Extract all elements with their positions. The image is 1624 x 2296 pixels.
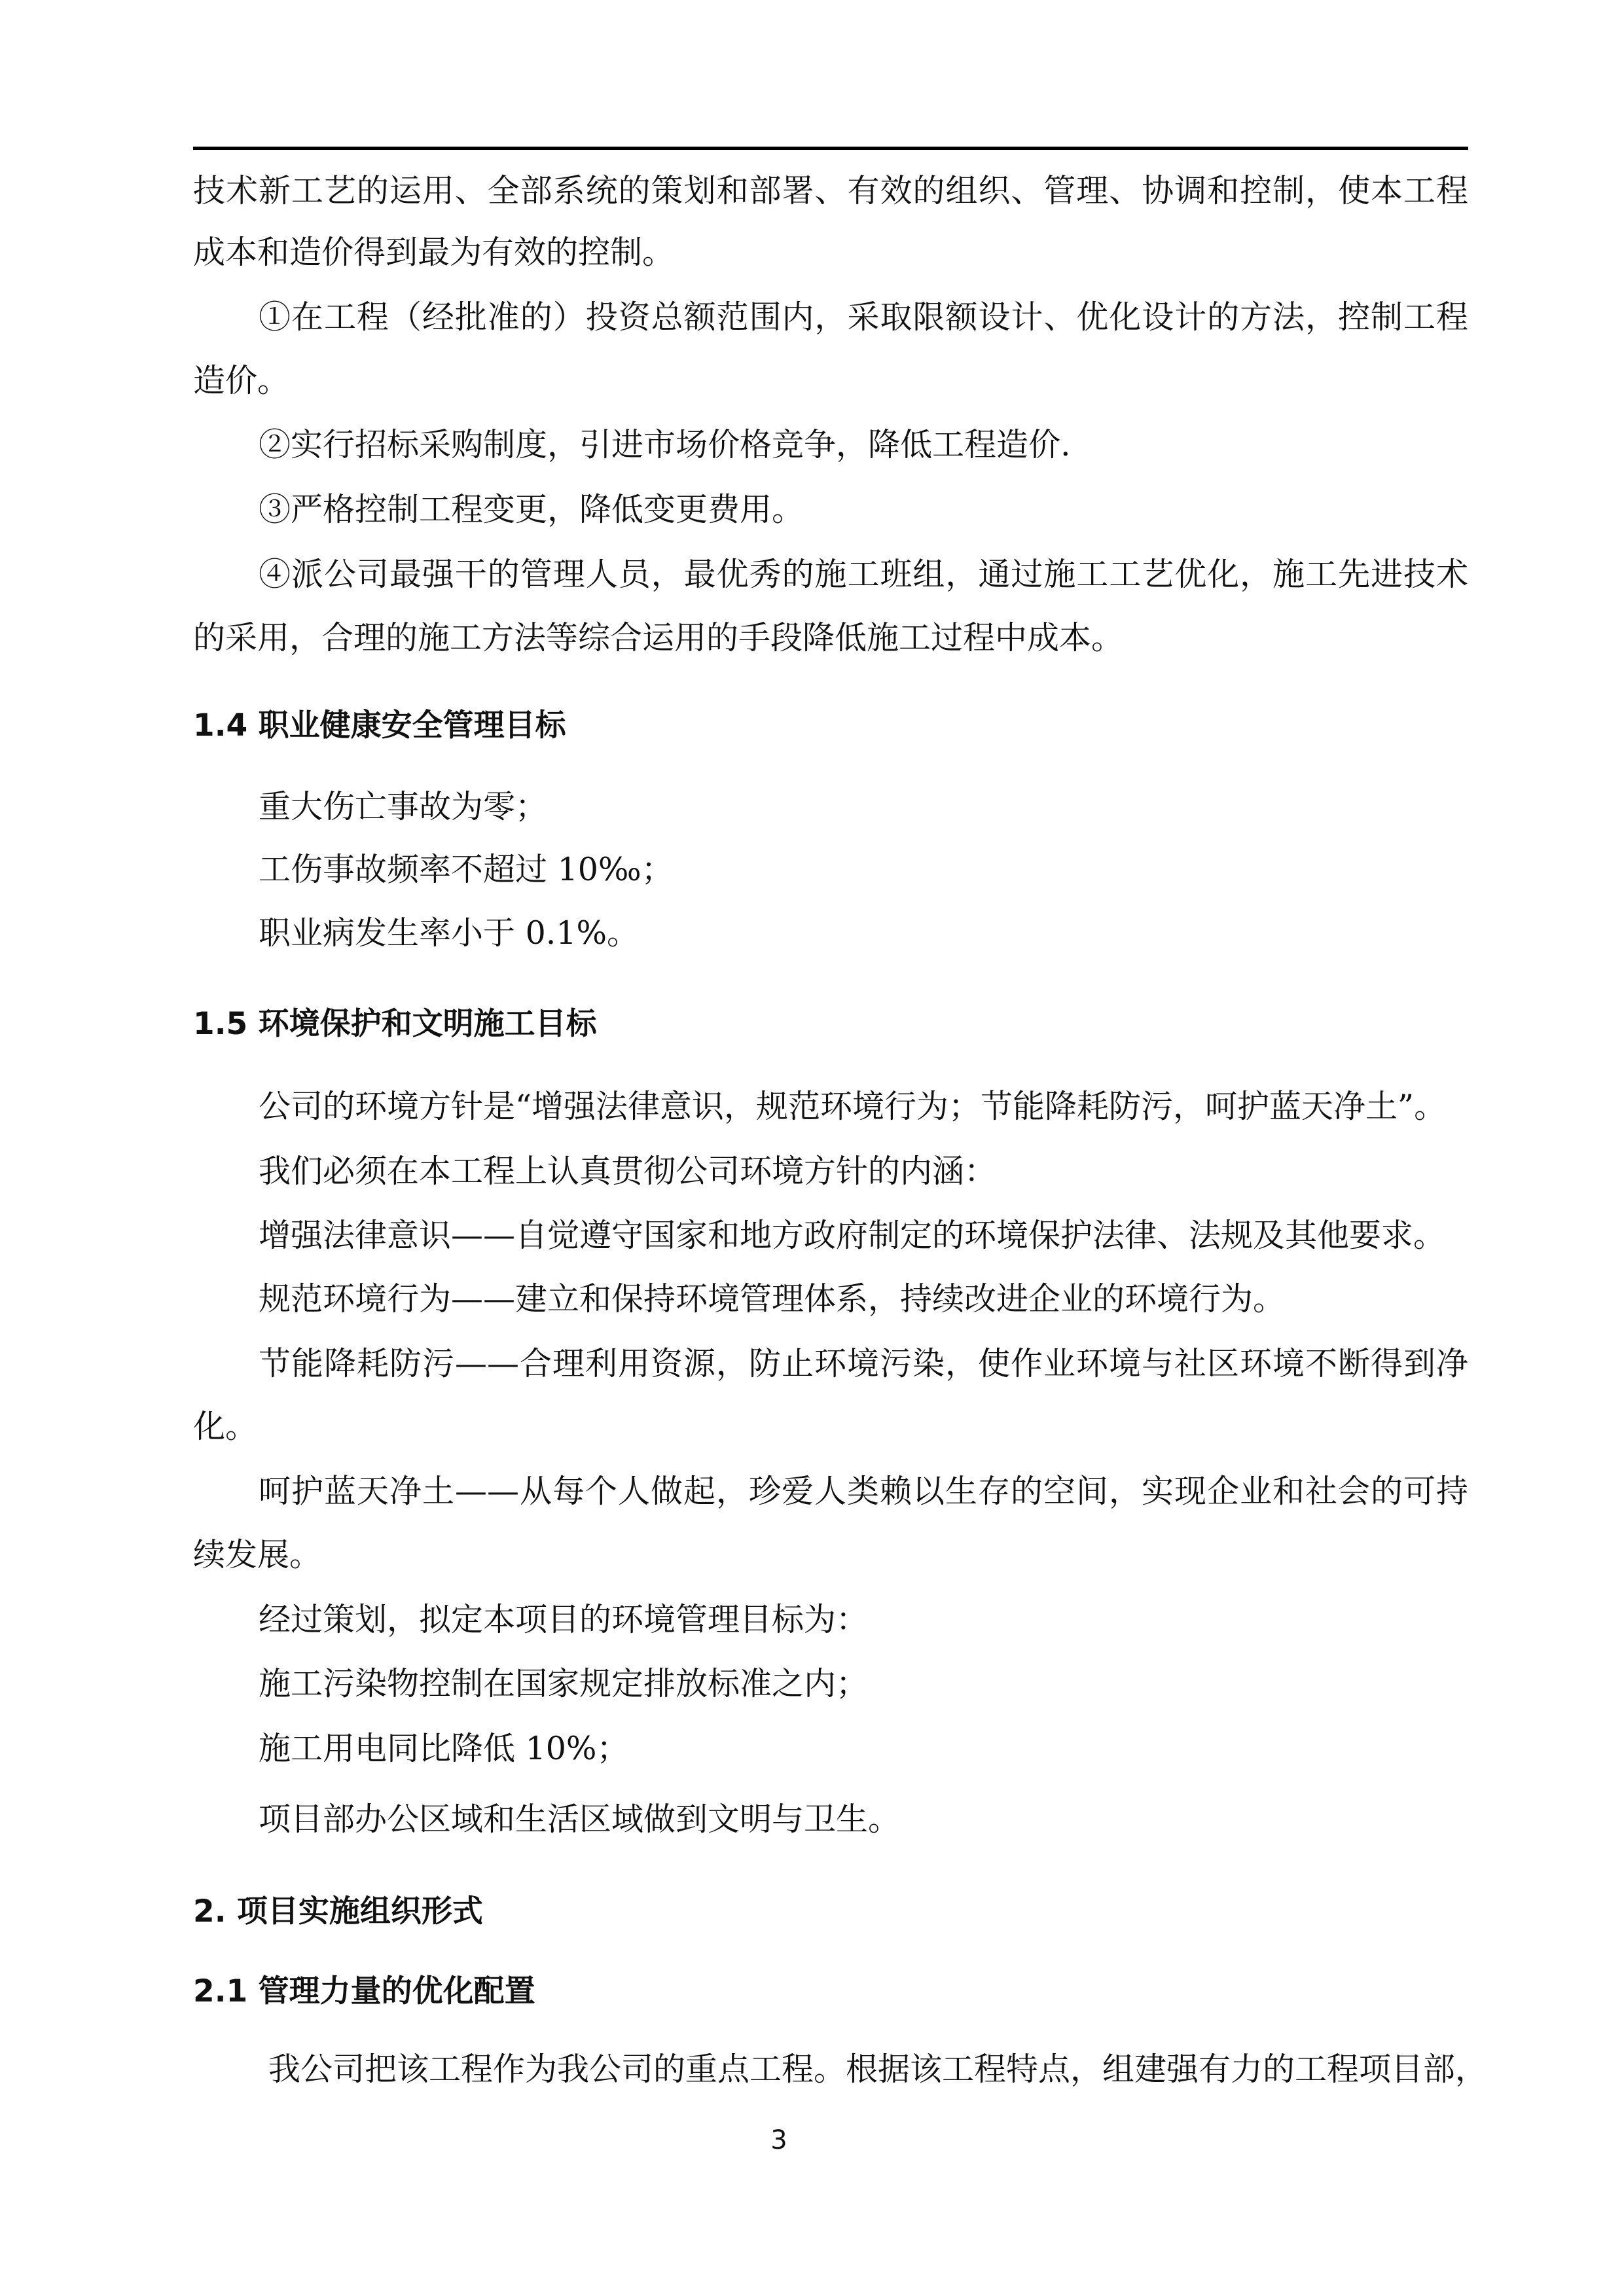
cost-item-4-line-1: ④派公司最强干的管理人员，最优秀的施工班组，通过施工工艺优化，施工先进技术 xyxy=(259,556,1468,593)
policy-explanation-3-line-2: 化。 xyxy=(193,1408,258,1445)
safety-target-3: 职业病发生率小于 0.1%。 xyxy=(259,914,640,952)
environment-target-3: 项目部办公区域和生活区域做到文明与卫生。 xyxy=(259,1801,901,1838)
cost-item-1-line-1: ①在工程（经批准的）投资总额范围内，采取限额设计、优化设计的方法，控制工程 xyxy=(259,298,1468,336)
safety-target-2: 工伤事故频率不超过 10‰； xyxy=(259,851,674,888)
section-1-5-heading: 1.5 环境保护和文明施工目标 xyxy=(193,1006,597,1042)
environment-target-1: 施工污染物控制在国家规定排放标准之内； xyxy=(259,1665,869,1702)
section-1-4-heading: 1.4 职业健康安全管理目标 xyxy=(193,708,566,744)
section-2-1-heading: 2.1 管理力量的优化配置 xyxy=(193,1973,535,2009)
cost-item-2: ②实行招标采购制度，引进市场价格竞争，降低工程造价. xyxy=(259,426,1071,463)
header-rule xyxy=(193,147,1468,150)
section-2-1-paragraph-line-1: 我公司把该工程作为我公司的重点工程。根据该工程特点，组建强有力的工程项目部， xyxy=(268,2051,1488,2088)
cost-item-3: ③严格控制工程变更，降低变更费用。 xyxy=(259,491,804,528)
page-number: 3 xyxy=(770,2125,787,2155)
policy-explanation-4-line-2: 续发展。 xyxy=(193,1536,322,1573)
policy-explanation-3-line-1: 节能降耗防污——合理利用资源，防止环境污染，使作业环境与社区环境不断得到净 xyxy=(259,1345,1468,1382)
safety-target-1: 重大伤亡事故为零； xyxy=(259,788,548,825)
intro-line-1: 技术新工艺的运用、全部系统的策划和部署、有效的组织、管理、协调和控制，使本工程 xyxy=(193,172,1468,209)
environment-targets-intro: 经过策划，拟定本项目的环境管理目标为： xyxy=(259,1601,869,1638)
policy-explanation-2: 规范环境行为——建立和保持环境管理体系，持续改进企业的环境行为。 xyxy=(259,1280,1286,1318)
environment-policy: 公司的环境方针是“增强法律意识，规范环境行为；节能降耗防污，呵护蓝天净土”。 xyxy=(259,1088,1447,1125)
intro-line-2: 成本和造价得到最为有效的控制。 xyxy=(193,234,675,271)
environment-policy-intro: 我们必须在本工程上认真贯彻公司环境方针的内涵： xyxy=(259,1153,997,1190)
environment-target-2: 施工用电同比降低 10%； xyxy=(259,1730,629,1767)
policy-explanation-4-line-1: 呵护蓝天净土——从每个人做起，珍爱人类赖以生存的空间，实现企业和社会的可持 xyxy=(259,1473,1468,1510)
cost-item-4-line-2: 的采用，合理的施工方法等综合运用的手段降低施工过程中成本。 xyxy=(193,619,1124,656)
cost-item-1-line-2: 造价。 xyxy=(193,362,290,399)
section-2-heading: 2. 项目实施组织形式 xyxy=(193,1893,483,1929)
policy-explanation-1: 增强法律意识——自觉遵守国家和地方政府制定的环境保护法律、法规及其他要求。 xyxy=(259,1217,1446,1254)
